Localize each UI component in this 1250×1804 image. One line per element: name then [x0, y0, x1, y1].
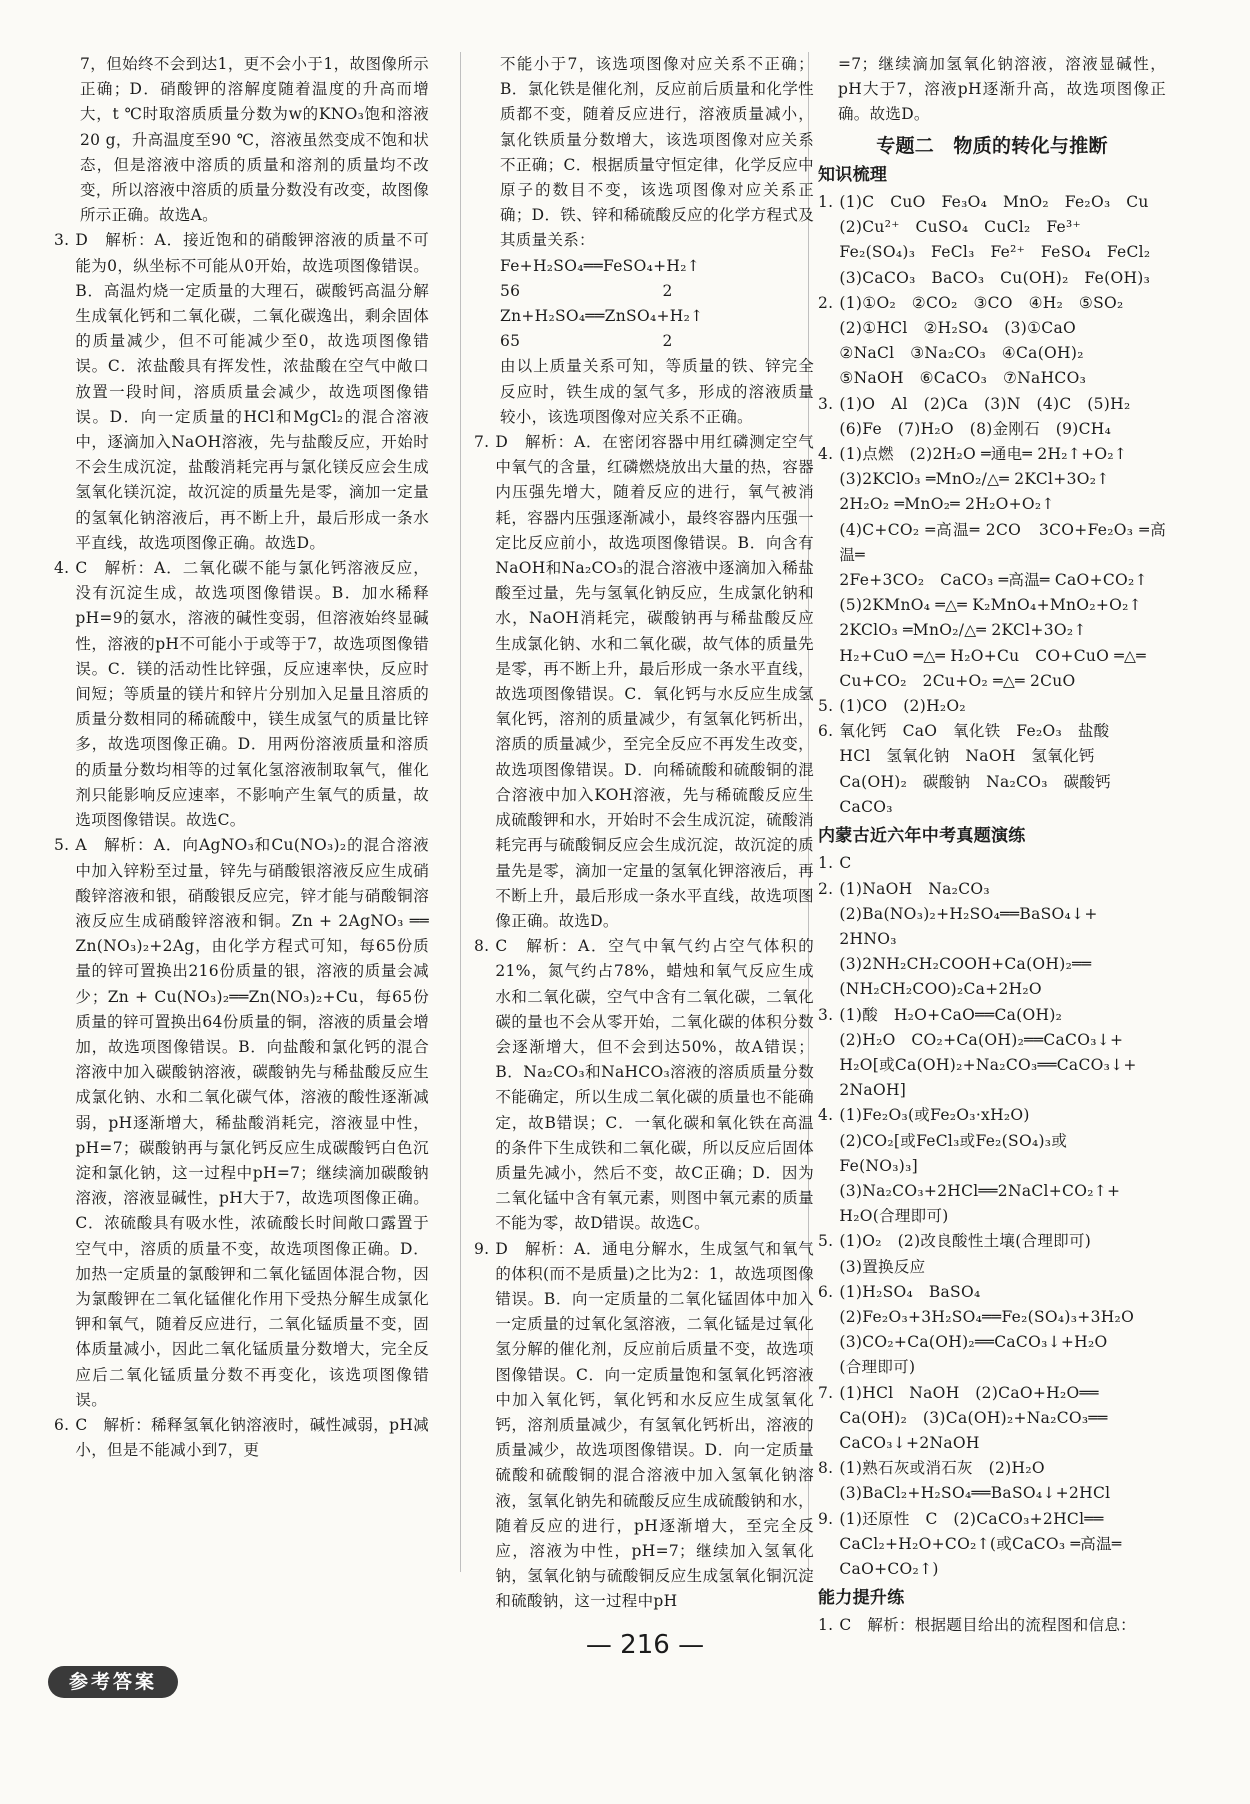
answer-line: H₂+CuO ═△═ H₂O+Cu CO+CuO ═△═ [839, 646, 1146, 665]
answer-line: 2NaOH] [839, 1081, 907, 1100]
answer-item [54, 556, 429, 833]
topic-title: 专题二 物质的转化与推断 [876, 134, 1108, 157]
item-number: 2. [818, 879, 834, 898]
answer-line: (4)C+CO₂ ═高温═ 2CO 3CO+Fe₂O₃ ═高温═ [839, 520, 1166, 564]
item-text: D 解析：A．通电分解水，生成氢气和氧气的体积(而不是质量)之比为2：1，故选项图像错误。B．向一定质量的二氧化锰固体中加入一定质量的过氧化氢溶液，二氧化锰是过氧化氢分解的催化剂，反应前后质量不变，故选项图像错误。C．向一定质量饱和氢氧化钙溶液中加入氧化钙，氧化钙和水反应生成氢氧化钙，溶剂质量减少，有氢氧化钙析出，溶液的质量减少，故选项图像错误。D．向一定质量硫酸和硫酸铜的混合溶液中加入氢氧化钠溶液，氢氧化钠先和硫酸反应生成硫酸钠和水，随着反应的进行，pH逐渐增大，至完全反应，溶液为中性，pH=7；继续加入氢氧化钠，氢氧化钠与硫酸铜反应生成氢氧化铜沉淀和硫酸钠，这一过程中pH [495, 1239, 814, 1611]
column-divider [460, 52, 461, 1572]
answer-line: C [839, 854, 852, 873]
answer-line: Ca(OH)₂ (3)Ca(OH)₂+Na₂CO₃══ [839, 1408, 1108, 1427]
answer-item [818, 392, 1166, 442]
item-number: 4. [54, 559, 70, 578]
answer-line: H₂O(合理即可) [839, 1207, 949, 1226]
item-number: 9. [818, 1509, 834, 1528]
item-number: 9. [474, 1239, 490, 1258]
ability-list [818, 1613, 1166, 1638]
answer-line: (2)①HCl ②H₂SO₄ (3)①CaO [839, 319, 1077, 338]
answer-line: (5)2KMnO₄ ═△═ K₂MnO₄+MnO₂+O₂↑ [839, 596, 1142, 615]
answer-item [474, 354, 814, 430]
answer-line: (1)H₂SO₄ BaSO₄ [839, 1282, 981, 1301]
item-lines [839, 1613, 1166, 1638]
item-lines [839, 1456, 1166, 1506]
exam-list [818, 851, 1166, 1582]
answer-line: (3)置换反应 [839, 1257, 926, 1276]
item-text: D 解析：A．接近饱和的硝酸钾溶液的质量不可能为0，纵坐标不可能从0开始，故选项图像错误。B．高温灼烧一定质量的大理石，碳酸钙高温分解生成氧化钙和二氧化碳，二氧化碳逸出，剩余固体的质量减少，但不可能减少至0，故选项图像错误。C．浓盐酸具有挥发性，浓盐酸在空气中敞口放置一段时间，溶质质量会减少，故选项图像错误。D．向一定质量的HCl和MgCl₂的混合溶液中，逐滴加入NaOH溶液，先与盐酸反应，开始时不会生成沉淀，盐酸消耗完再与氯化镁反应会生成氢氧化镁沉淀，故沉淀的质量先是零，滴加一定量的氢氧化钠溶液后，再不断上升，最后形成一条水平直线，故选项图像正确。故选D。 [75, 231, 429, 552]
item-number: 3. [818, 1005, 834, 1024]
answer-item [818, 1280, 1166, 1381]
answer-item [818, 1456, 1166, 1506]
item-number: 7. [818, 1383, 834, 1402]
section-heading: 知识梳理 [818, 164, 888, 185]
answer-line: (2)Ba(NO₃)₂+H₂SO₄══BaSO₄↓+ [839, 904, 1098, 923]
item-text: 7，但始终不会到达1，更不会小于1，故图像所示正确；D．硝酸钾的溶解度随着温度的升高而增大，t ℃时取溶质质量分数为w的KNO₃饱和溶液20 g，升高温度至90 ℃，溶液虽然变成不饱和状态，但是溶液中溶质的质量和溶剂的质量均不改变，所以溶液中溶质的质量分数没有改变，故图像所示正确。故选A。 [80, 55, 429, 225]
answer-item [474, 1237, 814, 1615]
answer-item [54, 1413, 429, 1463]
item-number [474, 254, 500, 355]
item-text: 由以上质量关系可知，等质量的铁、锌完全反应时，铁生成的氢气多，形成的溶液质量较小，该选项图像对应关系不正确。 [500, 357, 814, 426]
item-lines [839, 1003, 1166, 1104]
answer-line: (3)CaCO₃ BaCO₃ Cu(OH)₂ Fe(OH)₃ [839, 268, 1151, 287]
answer-line: (1)熟石灰或消石灰 (2)H₂O [839, 1459, 1045, 1478]
answer-continuation: =7；继续滴加氢氧化钠溶液，溶液显碱性，pH大于7，溶液pH逐渐升高，故选项图像正确。故选D。 [838, 55, 1166, 124]
answer-line: H₂O[或Ca(OH)₂+Na₂CO₃══CaCO₃↓+ [839, 1055, 1137, 1074]
answer-item [818, 694, 1166, 719]
equation-line: Zn+H₂SO₄══ZnSO₄+H₂↑ [500, 307, 704, 326]
item-lines [839, 291, 1166, 392]
answer-line: (1)还原性 C (2)CaCO₃+2HCl══ [839, 1509, 1104, 1528]
column-right [818, 52, 1166, 1639]
item-number: 5. [54, 836, 70, 855]
item-text: A 解析：A．向AgNO₃和Cu(NO₃)₂的混合溶液中加入锌粉至过量，锌先与硝酸银溶液反应生成硝酸锌溶液和银，硝酸银反应完，锌才能与硝酸铜溶液反应生成硝酸锌溶液和铜。Zn + 2AgNO₃ ══ Zn(NO₃)₂+2Ag，由化学方程式可知，每65份质量的锌可置换出216份质量的银，溶液的质量会减少；Zn + Cu(NO₃)₂══Zn(NO₃)₂+Cu，每65份质量的锌可置换出64份质量的铜，溶液的质量会增加，故选项图像错误。B．向盐酸和氯化钙的混合溶液中加入碳酸钠溶液，碳酸钠先与稀盐酸反应生成氯化钠、水和二氧化碳气体，溶液的酸性逐渐减弱，pH逐渐增大，稀盐酸消耗完，溶液显中性，pH=7；碳酸钠再与氯化钙反应生成碳酸钙白色沉淀和氯化钠，这一过程中pH=7；继续滴加碳酸钠溶液，溶液显碱性，pH大于7，故选项图像正确。C．浓硫酸具有吸水性，浓硫酸长时间敞口露置于空气中，溶质的质量不变，故选项图像正确。D．加热一定质量的氯酸钾和二氧化锰固体混合物，因为氯酸钾在二氧化锰催化作用下受热分解生成氯化钾和氧气，随着反应进行，二氧化锰质量不变，固体质量减小，因此二氧化锰质量分数增大，完全反应后二氧化锰质量分数不再变化，该选项图像错误。 [75, 836, 429, 1409]
answer-line: (1)CO (2)H₂O₂ [839, 697, 966, 716]
item-lines [839, 392, 1166, 442]
answer-line: CaO+CO₂↑) [839, 1559, 939, 1578]
item-number: 4. [818, 445, 834, 464]
answer-line: (合理即可) [839, 1358, 916, 1377]
answer-line: (2)CO₂[或FeCl₃或Fe₂(SO₄)₃或 [839, 1131, 1068, 1150]
answer-item [818, 1103, 1166, 1229]
answer-line: (1)Fe₂O₃(或Fe₂O₃·xH₂O) [839, 1106, 1030, 1125]
answer-item [818, 1229, 1166, 1279]
answer-line: (NH₂CH₂COO)₂Ca+2H₂O [839, 980, 1042, 999]
answer-item [818, 877, 1166, 1003]
answer-item [474, 934, 814, 1236]
answer-line: (3)CO₂+Ca(OH)₂══CaCO₃↓+H₂O [839, 1333, 1108, 1352]
answer-line: CaCO₃ [839, 797, 893, 816]
answer-line: (1)点燃 (2)2H₂O ═通电═ 2H₂↑+O₂↑ [839, 445, 1128, 464]
answer-item [54, 52, 429, 228]
answer-item [818, 851, 1166, 876]
answer-line: (6)Fe (7)H₂O (8)金刚石 (9)CH₄ [839, 419, 1112, 438]
answer-item [818, 1381, 1166, 1457]
item-number: 4. [818, 1106, 834, 1125]
answer-line: Fe₂(SO₄)₃ FeCl₃ Fe²⁺ FeSO₄ FeCl₂ [839, 243, 1151, 262]
answer-badge: 参考答案 [48, 1666, 178, 1698]
item-text: C 解析：A．空气中氧气约占空气体积的21%，氮气约占78%，蜡烛和氧气反应生成水和二氧化碳，空气中含有二氧化碳，二氧化碳的量也不会从零开始，二氧化碳的体积分数会逐渐增大，但不会到达50%，故A错误；B．Na₂CO₃和NaHCO₃溶液的溶质质量分数不能确定，所以生成二氧化碳的质量也不能确定，故B错误；C．一氧化碳和氧化铁在高温的条件下生成铁和二氧化碳，所以反应后固体质量先减小，然后不变，故C正确；D．因为二氧化锰中含有氧元素，则图中氧元素的质量不能为零，故D错误。故选C。 [495, 937, 814, 1233]
item-number: 8. [474, 937, 490, 956]
item-number [474, 354, 500, 430]
item-lines [839, 1381, 1166, 1457]
column-middle [474, 52, 814, 1615]
item-lines [839, 190, 1166, 291]
answer-item [54, 833, 429, 1413]
answer-line: (2)Cu²⁺ CuSO₄ CuCl₂ Fe³⁺ [839, 218, 1082, 237]
item-number [54, 52, 80, 228]
item-lines [839, 1280, 1166, 1381]
item-lines [839, 442, 1166, 694]
answer-line: 2KClO₃ ═MnO₂/△═ 2KCl+3O₂↑ [839, 621, 1087, 640]
item-number: 3. [54, 231, 70, 250]
answer-line: 2H₂O₂ ═MnO₂═ 2H₂O+O₂↑ [839, 495, 1055, 514]
answer-item [474, 430, 814, 934]
item-number: 1. [818, 1616, 834, 1635]
equation-line: 56 2 [500, 281, 673, 300]
answer-item [818, 1613, 1166, 1638]
item-lines [839, 1507, 1166, 1583]
answer-line: (1)O Al (2)Ca (3)N (4)C (5)H₂ [839, 394, 1131, 413]
answer-line: HCl 氢氧化钠 NaOH 氢氧化钙 [839, 747, 1095, 766]
section-heading: 能力提升练 [818, 1588, 905, 1609]
answer-item [474, 52, 814, 254]
answer-line: ⑤NaOH ⑥CaCO₃ ⑦NaHCO₃ [839, 369, 1087, 388]
item-number: 3. [818, 394, 834, 413]
answer-line: 2Fe+3CO₂ CaCO₃ ═高温═ CaO+CO₂↑ [839, 571, 1148, 590]
item-number: 6. [818, 722, 834, 741]
answer-line: (1)O₂ (2)改良酸性土壤(合理即可) [839, 1232, 1092, 1251]
item-number: 1. [818, 854, 834, 873]
item-text: C 解析：A．二氧化碳不能与氯化钙溶液反应，没有沉淀生成，故选项图像错误。B．加水稀释pH=9的氨水，溶液的碱性变弱，但溶液始终显碱性，溶液的pH不可能小于或等于7，故选项图像错误。C．镁的活动性比锌强，反应速率快，反应时间短；等质量的镁片和锌片分别加入足量且溶质的质量分数相同的稀硫酸中，镁生成氢气的质量比锌多，故选项图像正确。D．用两份溶液质量和溶质的质量分数均相等的过氧化氢溶液制取氧气，催化剂只能影响反应速率，不影响产生氧气的质量，故选项图像错误。故选C。 [75, 559, 429, 830]
answer-item [818, 1003, 1166, 1104]
item-number: 2. [818, 293, 834, 312]
item-text: C 解析：稀释氢氧化钠溶液时，碱性减弱，pH减小，但是不能减小到7，更 [75, 1415, 429, 1460]
item-lines [839, 719, 1166, 820]
answer-line: (2)Fe₂O₃+3H₂SO₄══Fe₂(SO₄)₃+3H₂O [839, 1307, 1135, 1326]
answer-line: ②NaCl ③Na₂CO₃ ④Ca(OH)₂ [839, 344, 1084, 363]
item-lines [839, 1103, 1166, 1229]
answer-line: 氧化钙 CaO 氧化铁 Fe₂O₃ 盐酸 [839, 722, 1110, 741]
item-number: 7. [474, 433, 490, 452]
item-lines [839, 851, 1166, 876]
answer-item [474, 254, 814, 355]
item-number: 6. [818, 1282, 834, 1301]
answer-item [818, 190, 1166, 291]
item-number: 5. [818, 697, 834, 716]
answer-line: (3)Na₂CO₃+2HCl══2NaCl+CO₂↑+ [839, 1181, 1121, 1200]
item-number: 6. [54, 1415, 70, 1434]
item-text: D 解析：A．在密闭容器中用红磷测定空气中氧气的含量，红磷燃烧放出大量的热，容器内压强先增大，随着反应的进行，氧气被消耗，容器内压强逐渐减小，最终容器内压强一定比反应前小，故选项图像错误。B．向含有NaOH和Na₂CO₃的混合溶液中逐滴加入稀盐酸至过量，先与氢氧化钠反应，生成氯化钠和水，NaOH消耗完，碳酸钠再与稀盐酸反应生成氯化钠、水和二氧化碳，故气体的质量先是零，再不断上升，最后形成一条水平直线，故选项图像错误。C．氧化钙与水反应生成氢氧化钙，溶剂的质量减少，有氢氧化钙析出，溶质的质量减少，至完全反应不再发生改变，故选项图像错误。D．向稀硫酸和硫酸铜的混合溶液中加入KOH溶液，先与稀硫酸反应生成硫酸钾和水，开始时不会生成沉淀，硫酸消耗完再与硫酸铜反应会生成沉淀，故沉淀的质量先是零，滴加一定量的氢氧化钾溶液后，再不断上升，最后形成一条水平直线，故选项图像正确。故选D。 [495, 433, 814, 930]
page-number: — 216 — [585, 1630, 705, 1660]
answer-line: C 解析：根据题目给出的流程图和信息： [839, 1616, 1136, 1635]
answer-line: CaCl₂+H₂O+CO₂↑(或CaCO₃ ═高温═ [839, 1534, 1122, 1553]
answer-line: (1)NaOH Na₂CO₃ [839, 879, 990, 898]
answer-line: 2HNO₃ [839, 929, 897, 948]
item-lines [839, 694, 1166, 719]
equation-line: 65 2 [500, 332, 673, 351]
item-number: 1. [818, 193, 834, 212]
answer-line: (1)HCl NaOH (2)CaO+H₂O══ [839, 1383, 1099, 1402]
answer-line: Fe(NO₃)₃] [839, 1156, 919, 1175]
section-heading: 内蒙古近六年中考真题演练 [818, 826, 1026, 847]
answer-line: (2)H₂O CO₂+Ca(OH)₂══CaCO₃↓+ [839, 1030, 1124, 1049]
answer-line: Cu+CO₂ 2Cu+O₂ ═△═ 2CuO [839, 671, 1076, 690]
equation-block [500, 254, 814, 355]
answer-line: CaCO₃↓+2NaOH [839, 1433, 980, 1452]
answer-line: (3)BaCl₂+H₂SO₄══BaSO₄↓+2HCl [839, 1484, 1111, 1503]
answer-item [818, 291, 1166, 392]
answer-item [818, 442, 1166, 694]
answer-item [818, 719, 1166, 820]
item-text: 不能小于7，该选项图像对应关系不正确；B．氯化铁是催化剂，反应前后质量和化学性质都不变，随着反应进行，溶液质量减小，氯化铁质量分数增大，该选项图像对应关系不正确；C．根据质量守恒定律，化学反应中原子的数目不变，该选项图像对应关系正确；D．铁、锌和稀硫酸反应的化学方程式及其质量关系： [500, 55, 814, 250]
answer-line: (1)酸 H₂O+CaO══Ca(OH)₂ [839, 1005, 1063, 1024]
item-lines [839, 877, 1166, 1003]
item-lines [839, 1229, 1166, 1279]
answer-line: (3)2NH₂CH₂COOH+Ca(OH)₂══ [839, 955, 1092, 974]
answer-line: (1)①O₂ ②CO₂ ③CO ④H₂ ⑤SO₂ [839, 293, 1124, 312]
answer-line: (1)C CuO Fe₃O₄ MnO₂ Fe₂O₃ Cu [839, 193, 1149, 212]
answer-line: Ca(OH)₂ 碳酸钠 Na₂CO₃ 碳酸钙 [839, 772, 1111, 791]
column-left [54, 52, 429, 1463]
answer-line: (3)2KClO₃ ═MnO₂/△═ 2KCl+3O₂↑ [839, 470, 1110, 489]
answer-item [54, 228, 429, 556]
item-number [474, 52, 500, 254]
answer-item [818, 1507, 1166, 1583]
equation-line: Fe+H₂SO₄══FeSO₄+H₂↑ [500, 256, 701, 275]
item-number: 5. [818, 1232, 834, 1251]
knowledge-list [818, 190, 1166, 820]
item-number: 8. [818, 1459, 834, 1478]
